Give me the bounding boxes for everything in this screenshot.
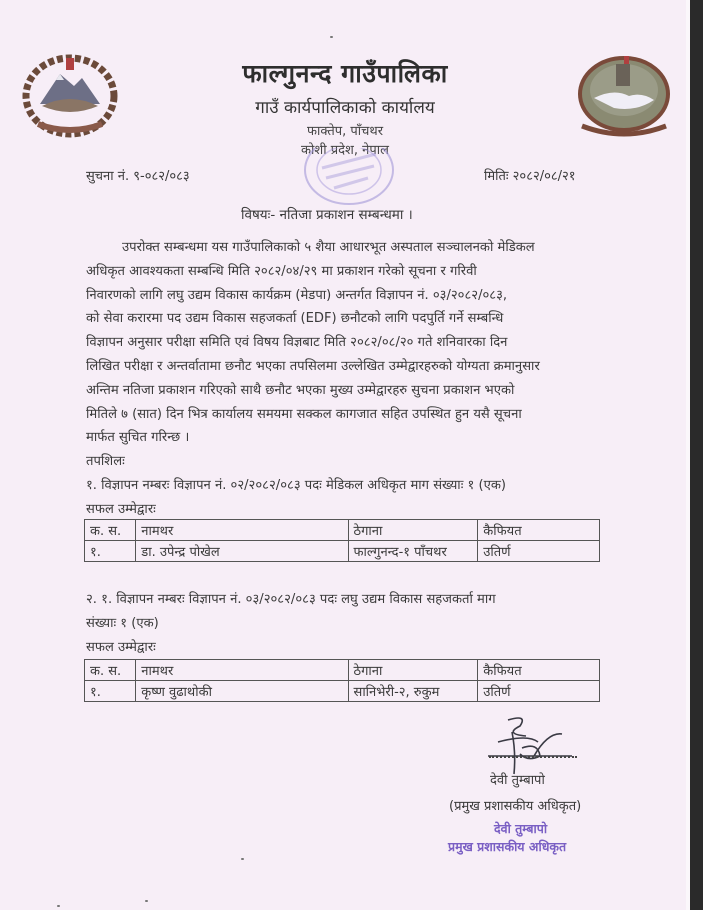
- column-header-name: नामथर: [136, 660, 348, 681]
- municipality-name: फाल्गुनन्द गाउँपालिका: [242, 59, 448, 88]
- column-header-name: नामथर: [136, 520, 348, 541]
- cell-remarks: उतिर्ण: [478, 681, 600, 702]
- seal-signatory-name: देवी तुम्बापो: [494, 821, 548, 836]
- address-line-1: फाक्तेप, पाँचथर: [306, 124, 384, 139]
- cell-name: कृष्ण वुढाथोकी: [136, 681, 348, 702]
- column-header-address: ठेगाना: [348, 520, 478, 541]
- subject-line: विषयः- नतिजा प्रकाशन सम्बन्धमा ।: [241, 207, 413, 223]
- body-line: मार्फत सुचित गरिन्छ ।: [86, 430, 190, 446]
- address-line-2: कोशी प्रदेश, नेपाल: [301, 143, 389, 158]
- cell-serial: १.: [85, 681, 136, 702]
- signature-line: [489, 756, 577, 758]
- notice-number: सुचना नं. ९-०८२/०८३: [86, 169, 190, 184]
- notice-date: मितिः २०८२/०८/२१: [484, 169, 576, 184]
- table-row: [85, 681, 600, 702]
- cell-address: सानिभेरी-२, रुकुम: [348, 681, 478, 702]
- body-line: लिखित परीक्षा र अन्तर्वातामा छनौट भएका तपसिलमा उल्लेखित उम्मेद्वारहरुको योग्यता क्रमानुसार: [86, 358, 540, 374]
- section-2-heading-line-1: २. १. विज्ञापन नम्बरः विज्ञापन नं. ०३/२०८२/०८३ पदः लघु उद्यम विकास सहजकर्ता माग: [86, 592, 496, 607]
- seal-signatory-title: प्रमुख प्रशासकीय अधिकृत: [448, 839, 567, 854]
- cell-name: डा. उपेन्द्र पोखेल: [136, 541, 348, 562]
- column-header-serial: क. स.: [85, 660, 136, 681]
- column-header-remarks: कैफियत: [478, 660, 600, 681]
- body-line: अन्तिम नतिजा प्रकाशन गरिएको साथै छनौट भएका मुख्य उम्मेद्वारहरु सुचना प्रकाशन भएको: [86, 382, 515, 398]
- section-2-results-table: [84, 659, 600, 702]
- cell-remarks: उतिर्ण: [478, 541, 600, 562]
- signatory-title: (प्रमुख प्रशासकीय अधिकृत): [449, 799, 582, 814]
- scan-speck: [241, 858, 244, 860]
- section-2: [86, 588, 604, 659]
- scan-speck: [145, 900, 148, 902]
- column-header-serial: क. स.: [85, 520, 136, 541]
- cell-serial: १.: [85, 541, 136, 562]
- section-2-heading-line-2: संख्याः १ (एक): [86, 615, 159, 631]
- body-line: निवारणको लागि लघु उद्यम विकास कार्यक्रम (मेडपा) अन्तर्गत विज्ञापन नं. ०३/२०८२/०८३,: [86, 287, 508, 303]
- section-1-results-table: [84, 519, 600, 562]
- table-header-row: [85, 520, 600, 541]
- scanner-border: [690, 0, 703, 910]
- body-line: अधिकृत आवश्यकता सम्बन्धि मिति २०८२/०४/२९ मा प्रकाशन गरेको सूचना र गरिवी: [86, 263, 477, 279]
- section-1-heading: १. विज्ञापन नम्बरः विज्ञापन नं. ०२/२०८२/०८३ पदः मेडिकल अधिकृत माग संख्याः १ (एक): [86, 477, 506, 493]
- body-paragraph: [86, 236, 604, 522]
- scan-speck: [57, 905, 60, 907]
- table-row: [85, 541, 600, 562]
- details-label: तपशिलः: [86, 454, 125, 470]
- table-header-row: [85, 660, 600, 681]
- office-name: गाउँ कार्यपालिकाको कार्यालय: [255, 98, 435, 118]
- scan-speck: [330, 36, 333, 38]
- column-header-remarks: कैफियत: [478, 520, 600, 541]
- body-line: मितिले ७ (सात) दिन भित्र कार्यालय समयमा सक्कल कागजात सहित उपस्थित हुन यसै सूचना: [86, 406, 522, 422]
- column-header-address: ठेगाना: [348, 660, 478, 681]
- body-line: विज्ञापन अनुसार परीक्षा समिति एवं विषय विज्ञबाट मिति २०८२/०८/२० गते शनिवारका दिन: [86, 335, 508, 351]
- cell-address: फाल्गुनन्द-१ पाँचथर: [348, 541, 478, 562]
- body-line: उपरोक्त सम्बन्धमा यस गाउँपालिकाको ५ शैया आधारभूत अस्पताल सञ्चालनको मेडिकल: [122, 240, 535, 255]
- body-line: को सेवा करारमा पद उद्यम विकास सहजकर्ता (EDF) छनौटको लागि पदपुर्ति गर्ने सम्बन्धि: [86, 311, 504, 327]
- section-2-successful-label: सफल उम्मेद्वारः: [86, 639, 156, 655]
- section-1-successful-label: सफल उम्मेद्वारः: [86, 501, 156, 517]
- signatory-name: देवी तुम्बापो: [490, 773, 545, 788]
